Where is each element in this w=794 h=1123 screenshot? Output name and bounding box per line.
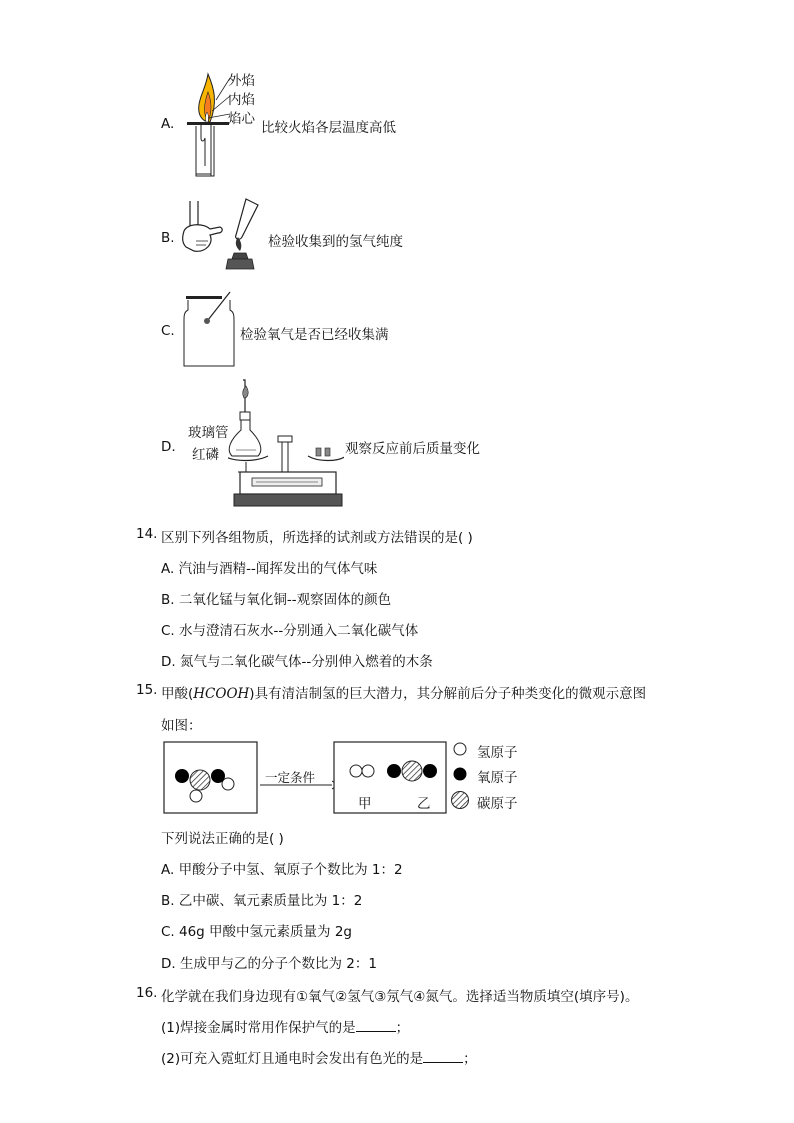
option-caption: 比较火焰各层温度高低 — [261, 120, 396, 136]
option-a: A. 甲酸分子中氢、氧原子个数比为 1：2 — [161, 862, 403, 878]
legend-carbon: 碳原子 — [477, 796, 518, 812]
question-number: 15. — [136, 682, 158, 698]
option-letter: A. — [161, 116, 175, 132]
option-letter: C. — [161, 323, 175, 339]
label-inner-flame: 内焰 — [228, 92, 255, 108]
question-number: 14. — [136, 526, 158, 542]
item-end: ； — [463, 1051, 477, 1067]
option-caption: 观察反应前后质量变化 — [345, 441, 480, 457]
option-a: A. 汽油与酒精--闻挥发出的气体气味 — [161, 561, 378, 577]
question-stem — [161, 682, 646, 702]
question-stem-line2: 如图： — [161, 718, 202, 734]
hydrogen-purity-test-illustration — [180, 193, 266, 273]
fill-item-1 — [161, 1016, 409, 1036]
product-label-b: 乙 — [417, 796, 431, 812]
question-stem: 化学就在我们身边现有①氧气②氢气③氖气④氮气。选择适当物质填空(填序号)。 — [161, 989, 639, 1005]
legend-oxygen: 氧原子 — [477, 770, 518, 786]
question-stem: 区别下列各组物质，所选择的试剂或方法错误的是( ) — [161, 530, 473, 546]
item-text: (2)可充入霓虹灯且通电时会发出有色光的是 — [161, 1051, 424, 1067]
question-number: 16. — [136, 985, 158, 1001]
label-glass-tube: 玻璃管 — [188, 425, 229, 441]
fill-item-2 — [161, 1047, 477, 1067]
mass-conservation-balance-illustration — [228, 378, 344, 510]
item-text: (1)焊接金属时常用作保护气的是 — [161, 1020, 356, 1036]
option-c: C. 46g 甲酸中氢元素质量为 2g — [161, 924, 352, 940]
option-caption: 检验收集到的氢气纯度 — [268, 234, 403, 250]
answer-blank[interactable] — [356, 1019, 396, 1032]
label-flame-core: 焰心 — [228, 111, 255, 127]
option-letter: B. — [161, 230, 175, 246]
answer-blank[interactable] — [423, 1050, 463, 1063]
option-c: C. 水与澄清石灰水--分别通入二氧化碳气体 — [161, 623, 419, 639]
arrow-label: 一定条件 — [265, 770, 316, 785]
option-b: B. 乙中碳、氧元素质量比为 1：2 — [161, 893, 363, 909]
product-label-a: 甲 — [358, 796, 372, 812]
option-letter: D. — [161, 439, 176, 455]
option-caption: 检验氧气是否已经收集满 — [240, 327, 389, 343]
label-red-phosphorus: 红磷 — [192, 447, 219, 463]
item-end: ； — [395, 1020, 410, 1036]
label-outer-flame: 外焰 — [228, 73, 255, 89]
stem-part: )具有清洁制氢的巨大潜力，其分解前后分子种类变化的微观示意图 — [249, 686, 647, 702]
option-b: B. 二氧化锰与氧化铜--观察固体的颜色 — [161, 592, 392, 608]
legend-hydrogen: 氢原子 — [477, 745, 518, 761]
option-d: D. 生成甲与乙的分子个数比为 2：1 — [161, 956, 377, 972]
chemical-formula: HCOOH — [193, 686, 250, 702]
option-d: D. 氮气与二氧化碳气体--分别伸入燃着的木条 — [161, 654, 433, 670]
oxygen-full-test-illustration — [180, 290, 238, 370]
stem-part: 甲酸( — [161, 686, 194, 702]
question-prompt: 下列说法正确的是( ) — [161, 831, 284, 847]
